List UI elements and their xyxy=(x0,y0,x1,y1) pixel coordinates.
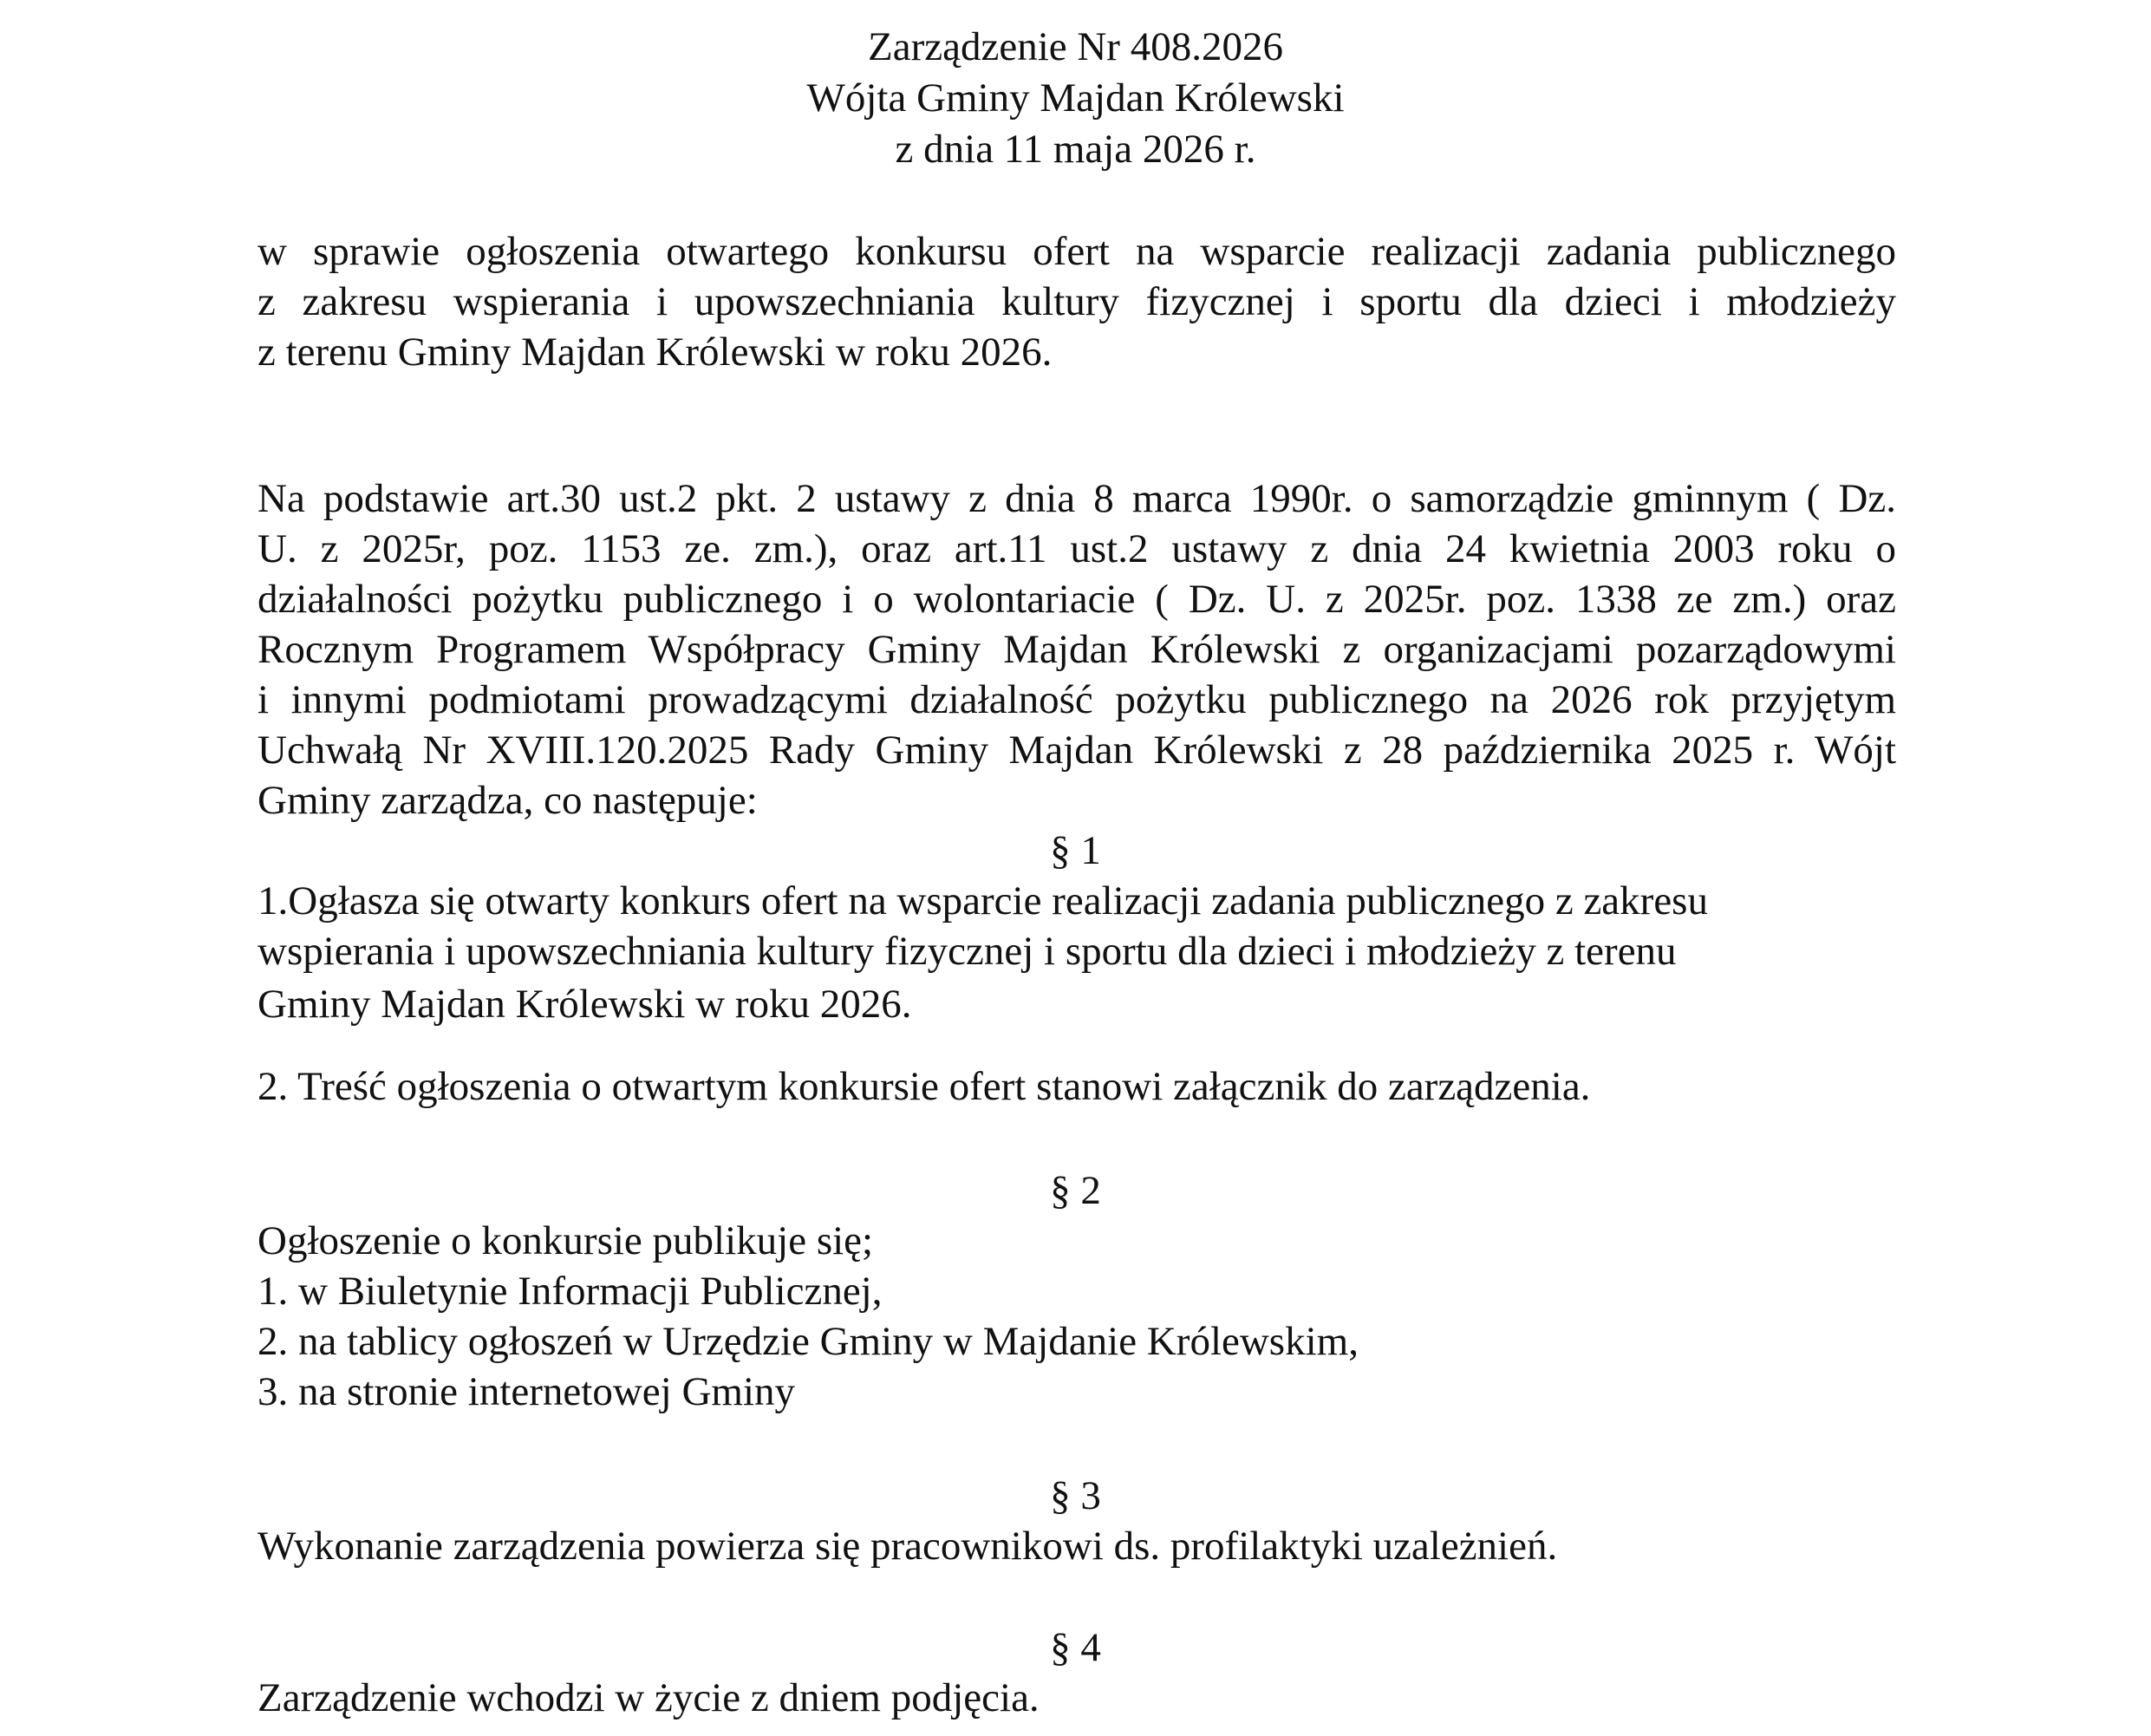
document-issuer: Wójta Gminy Majdan Królewski xyxy=(806,75,1345,121)
preamble-line: U. z 2025r, poz. 1153 ze. zm.), oraz art.11 ust.2 ustawy z dnia 24 kwietnia 2003 roku o xyxy=(257,526,1896,571)
preamble-line: Na podstawie art.30 ust.2 pkt. 2 ustawy z dnia 8 marca 1990r. o samorządzie gminnym ( Dz. xyxy=(257,476,1896,521)
section-1-point-2: 2. Treść ogłoszenia o otwartym konkursie ofert stanowi załącznik do zarządzenia. xyxy=(257,1064,1591,1109)
section-2-heading: § 2 xyxy=(1050,1168,1101,1213)
preamble-line: i innymi podmiotami prowadzącymi działalność pożytku publicznego na 2026 rok przyjętym xyxy=(257,677,1896,722)
section-3-heading: § 3 xyxy=(1050,1473,1101,1518)
subject-line: z terenu Gminy Majdan Królewski w roku 2026. xyxy=(257,330,1053,375)
preamble-line: Uchwałą Nr XVIII.120.2025 Rady Gminy Majdan Królewski z 28 października 2025 r. Wójt xyxy=(257,728,1896,773)
section-1-point-1-line: 1.Ogłasza się otwarty konkurs ofert na wsparcie realizacji zadania publicznego z zakresu xyxy=(257,878,1708,923)
preamble-line: Gminy zarządza, co następuje: xyxy=(257,778,758,823)
preamble-line: działalności pożytku publicznego i o wolontariacie ( Dz. U. z 2025r. poz. 1338 ze zm.) oraz xyxy=(257,577,1896,622)
section-3-text: Wykonanie zarządzenia powierza się pracownikowi ds. profilaktyki uzależnień. xyxy=(257,1524,1558,1569)
section-1-heading: § 1 xyxy=(1050,828,1101,873)
section-2-list-item: 3. na stronie internetowej Gminy xyxy=(257,1369,795,1414)
section-1-point-1-line: wspierania i upowszechniania kultury fizycznej i sportu dla dzieci i młodzieży z terenu xyxy=(257,929,1677,974)
preamble-line: Rocznym Programem Współpracy Gminy Majdan Królewski z organizacjami pozarządowymi xyxy=(257,627,1896,672)
document-title: Zarządzenie Nr 408.2026 xyxy=(868,24,1283,69)
subject-line: w sprawie ogłoszenia otwartego konkursu ofert na wsparcie realizacji zadania publicznego xyxy=(257,229,1896,274)
section-4-text: Zarządzenie wchodzi w życie z dniem podjęcia. xyxy=(257,1675,1040,1720)
section-2-intro: Ogłoszenie o konkursie publikuje się; xyxy=(257,1218,874,1263)
document-date: z dnia 11 maja 2026 r. xyxy=(895,127,1256,172)
section-1-point-1-line: Gminy Majdan Królewski w roku 2026. xyxy=(257,982,912,1027)
section-2-list-item: 2. na tablicy ogłoszeń w Urzędzie Gminy w Majdanie Królewskim, xyxy=(257,1319,1359,1364)
section-2-list-item: 1. w Biuletynie Informacji Publicznej, xyxy=(257,1269,883,1314)
section-4-heading: § 4 xyxy=(1050,1625,1101,1670)
subject-line: z zakresu wspierania i upowszechniania kultury fizycznej i sportu dla dzieci i młodzieży xyxy=(257,279,1896,324)
